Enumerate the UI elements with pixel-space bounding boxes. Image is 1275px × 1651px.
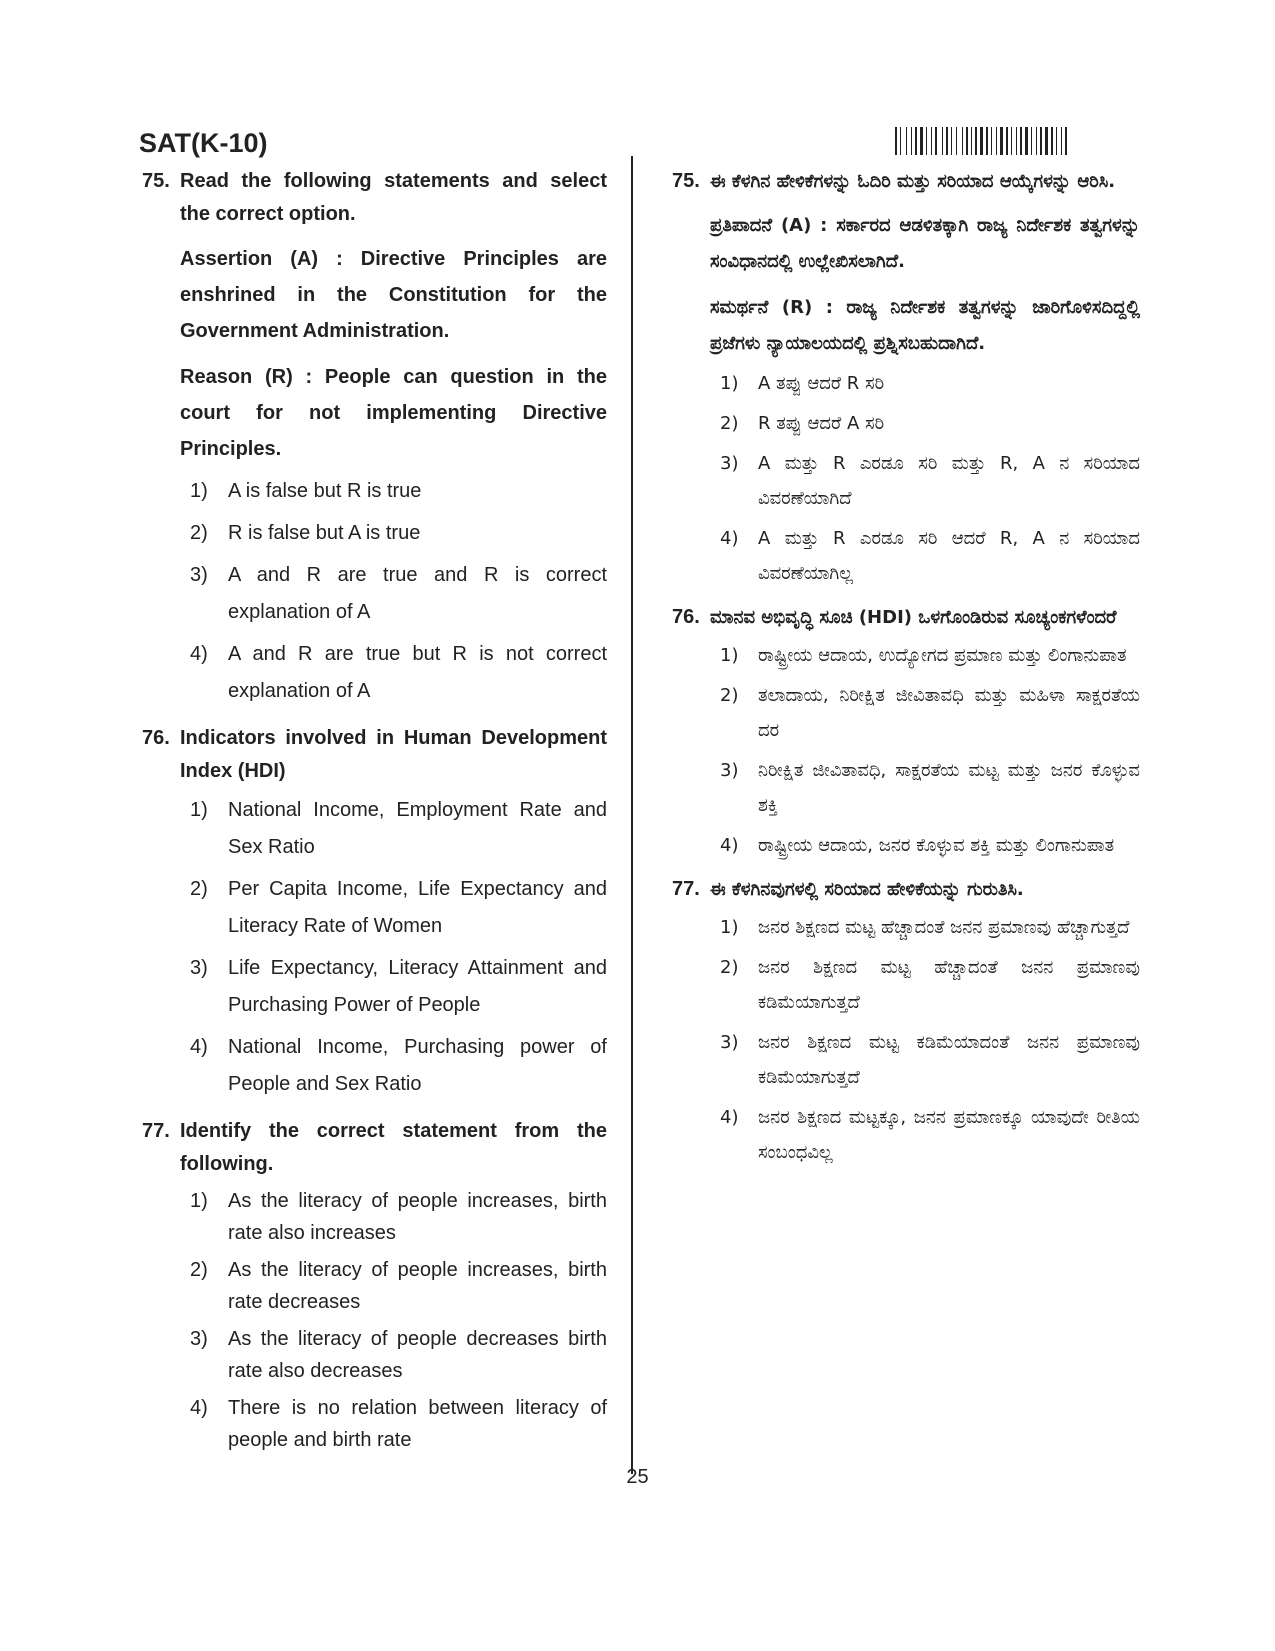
option-1[interactable]: 1) As the literacy of people increases, birth rate also increases <box>190 1190 607 1244</box>
barcode-bar <box>920 127 923 155</box>
barcode-bar <box>944 127 945 155</box>
option-4[interactable]: 4) ರಾಷ್ಟ್ರೀಯ ಆದಾಯ, ಜನರ ಕೊಳ್ಳುವ ಶಕ್ತಿ ಮತ್ತು ಲಿಂಗಾನುಪಾತ <box>720 835 1115 856</box>
question-75-en <box>142 165 607 467</box>
question-76-kn <box>672 601 1140 634</box>
barcode-bar <box>942 127 943 155</box>
question-stem: ಮಾನವ ಅಭಿವೃದ್ಧಿ ಸೂಚಿ (HDI) ಒಳಗೊಂಡಿರುವ ಸೂಚ್ಯಂಕಗಳೆಂದರೆ <box>710 607 1117 628</box>
barcode-bar <box>908 127 910 155</box>
kannada-column <box>672 165 1140 1175</box>
question-stem: ಈ ಕೆಳಗಿನ ಹೇಳಿಕೆಗಳನ್ನು ಓದಿರಿ ಮತ್ತು ಸರಿಯಾದ ಆಯ್ಕೆಗಳನ್ನು ಆರಿಸಿ. <box>710 171 1116 192</box>
barcode-bar <box>1031 127 1032 155</box>
barcode-bar <box>895 127 897 155</box>
barcode-bar <box>906 127 907 155</box>
barcode-bar <box>915 127 917 155</box>
question-number: 76. <box>672 606 700 628</box>
question-stem: Identify the correct statement from the following. <box>180 1120 607 1175</box>
option-3[interactable]: 3) As the literacy of people decreases birth rate also decreases <box>190 1328 607 1382</box>
option-4[interactable]: 4) ಜನರ ಶಿಕ್ಷಣದ ಮಟ್ಟಕ್ಕೂ, ಜನನ ಪ್ರಮಾಣಕ್ಕೂ ಯಾವುದೇ ರೀತಿಯ ಸಂಬಂಧವಿಲ್ಲ <box>720 1107 1140 1163</box>
barcode-bar <box>1025 127 1028 155</box>
assertion: ಪ್ರತಿಪಾದನೆ (A) : ಸರ್ಕಾರದ ಆಡಳಿತಕ್ಕಾಗಿ ರಾಜ್ಯ ನಿರ್ದೇಶಕ ತತ್ವಗಳನ್ನು ಸಂವಿಧಾನದಲ್ಲಿ ಉಲ್ಲೇಖಿಸಲಾಗಿದೆ. <box>710 215 1140 272</box>
barcode-bar <box>951 127 952 155</box>
barcode-bar <box>1009 127 1010 155</box>
question-number: 76. <box>142 727 170 749</box>
option-1[interactable]: 1) ರಾಷ್ಟ್ರೀಯ ಆದಾಯ, ಉದ್ಯೋಗದ ಪ್ರಮಾಣ ಮತ್ತು ಲಿಂಗಾನುಪಾತ <box>720 645 1127 666</box>
barcode-bar <box>1023 127 1024 155</box>
barcode-bar <box>986 127 988 155</box>
option-4[interactable]: 4) A ಮತ್ತು R ಎರಡೂ ಸರಿ ಆದರೆ R, A ನ ಸರಿಯಾದ ವಿವರಣೆಯಾಗಿಲ್ಲ <box>720 528 1140 584</box>
option-2[interactable]: 2) ತಲಾದಾಯ, ನಿರೀಕ್ಷಿತ ಜೀವಿತಾವಧಿ ಮತ್ತು ಮಹಿಳಾ ಸಾಕ್ಷರತೆಯ ದರ <box>720 685 1140 741</box>
barcode-bar <box>991 127 992 155</box>
barcode-bar <box>971 127 972 155</box>
options-76-en <box>142 792 607 1103</box>
barcode-bar <box>1040 127 1042 155</box>
barcode-bar <box>980 127 983 155</box>
barcode-bar <box>1013 127 1015 155</box>
barcode-bar <box>1018 127 1019 155</box>
barcode-bar <box>978 127 979 155</box>
barcode-bar <box>996 127 997 155</box>
barcode-bar <box>956 127 957 155</box>
barcode <box>895 127 1131 155</box>
question-75-kn <box>672 165 1140 362</box>
barcode-bar <box>1063 127 1064 155</box>
barcode-bar <box>1000 127 1003 155</box>
barcode-bar <box>993 127 995 155</box>
option-4[interactable]: 4) National Income, Purchasing power of People and Sex Ratio <box>190 1036 607 1095</box>
barcode-bar <box>1038 127 1039 155</box>
question-stem: Read the following statements and select the correct option. <box>180 170 607 225</box>
question-77-kn <box>672 873 1140 906</box>
barcode-bar <box>953 127 955 155</box>
barcode-bar <box>975 127 977 155</box>
option-1[interactable]: 1) National Income, Employment Rate and Sex Ratio <box>190 799 607 858</box>
option-2[interactable]: 2) R ತಪ್ಪು ಆದರೆ A ಸರಿ <box>720 413 885 434</box>
option-1[interactable]: 1) A ತಪ್ಪು ಆದರೆ R ಸರಿ <box>720 373 885 394</box>
barcode-bar <box>938 127 941 155</box>
barcode-bar <box>913 127 914 155</box>
option-2[interactable]: 2) R is false but A is true <box>190 522 421 544</box>
option-3[interactable]: 3) A and R are true and R is correct explanation of A <box>190 564 607 623</box>
barcode-bar <box>946 127 948 155</box>
barcode-bar <box>1020 127 1022 155</box>
barcode-bar <box>898 127 899 155</box>
question-number: 75. <box>672 170 700 192</box>
assertion: Assertion (A) : Directive Principles are enshrined in the Constitution for the Government Administration. <box>180 248 607 342</box>
barcode-bar <box>1065 127 1067 155</box>
barcode-bar <box>966 127 968 155</box>
barcode-bar <box>1058 127 1060 155</box>
booklet-code: SAT(K-10) <box>139 128 268 158</box>
barcode-bar <box>969 127 970 155</box>
page-number: 25 <box>626 1466 649 1488</box>
barcode-bar <box>911 127 912 155</box>
option-4[interactable]: 4) A and R are true but R is not correct explanation of A <box>190 643 607 702</box>
options-77-kn <box>672 910 1140 1170</box>
question-number: 75. <box>142 170 170 192</box>
english-column <box>142 165 607 1461</box>
barcode-bar <box>1043 127 1044 155</box>
barcode-bar <box>973 127 974 155</box>
option-2[interactable]: 2) ಜನರ ಶಿಕ್ಷಣದ ಮಟ್ಟ ಹೆಚ್ಚಾದಂತೆ ಜನನ ಪ್ರಮಾಣವು ಕಡಿಮೆಯಾಗುತ್ತದೆ <box>720 957 1140 1013</box>
options-75-kn <box>672 366 1140 591</box>
question-number: 77. <box>672 878 700 900</box>
option-1[interactable]: 1) A is false but R is true <box>190 480 422 502</box>
option-2[interactable]: 2) As the literacy of people increases, birth rate decreases <box>190 1259 607 1313</box>
barcode-bar <box>1049 127 1050 155</box>
option-4[interactable]: 4) There is no relation between literacy of people and birth rate <box>190 1397 607 1451</box>
barcode-bar <box>1056 127 1057 155</box>
barcode-bar <box>935 127 937 155</box>
barcode-bar <box>1061 127 1062 155</box>
barcode-bar <box>989 127 990 155</box>
barcode-bar <box>984 127 985 155</box>
option-3[interactable]: 3) ನಿರೀಕ್ಷಿತ ಜೀವಿತಾವಧಿ, ಸಾಕ್ಷರತೆಯ ಮಟ್ಟ ಮತ್ತು ಜನರ ಕೊಳ್ಳುವ ಶಕ್ತಿ <box>720 760 1140 816</box>
barcode-bar <box>964 127 965 155</box>
reason: Reason (R) : People can question in the court for not implementing Directive Principles. <box>180 366 607 460</box>
options-77-en <box>142 1185 607 1456</box>
question-stem: ಈ ಕೆಳಗಿನವುಗಳಲ್ಲಿ ಸರಿಯಾದ ಹೇಳಿಕೆಯನ್ನು ಗುರುತಿಸಿ. <box>710 879 1024 900</box>
barcode-bar <box>924 127 925 155</box>
barcode-bar <box>931 127 932 155</box>
question-stem: Indicators involved in Human Development Index (HDI) <box>180 727 607 782</box>
barcode-bar <box>900 127 901 155</box>
barcode-bar <box>1054 127 1055 155</box>
options-76-kn <box>672 638 1140 863</box>
option-3[interactable]: 3) Life Expectancy, Literacy Attainment and Purchasing Power of People <box>190 957 607 1016</box>
barcode-bar <box>1051 127 1053 155</box>
barcode-bar <box>1036 127 1037 155</box>
column-divider <box>631 156 633 1474</box>
barcode-bar <box>1029 127 1030 155</box>
option-3[interactable]: 3) ಜನರ ಶಿಕ್ಷಣದ ಮಟ್ಟ ಕಡಿಮೆಯಾದಂತೆ ಜನನ ಪ್ರಮಾಣವು ಕಡಿಮೆಯಾಗುತ್ತದೆ <box>720 1032 1140 1088</box>
option-1[interactable]: 1) ಜನರ ಶಿಕ್ಷಣದ ಮಟ್ಟ ಹೆಚ್ಚಾದಂತೆ ಜನನ ಪ್ರಮಾಣವು ಹೆಚ್ಚಾಗುತ್ತದೆ <box>720 917 1130 938</box>
barcode-bar <box>949 127 950 155</box>
barcode-bar <box>1016 127 1017 155</box>
question-76-en <box>142 722 607 788</box>
barcode-bar <box>958 127 961 155</box>
barcode-bar <box>1011 127 1012 155</box>
barcode-bar <box>928 127 930 155</box>
option-3[interactable]: 3) A ಮತ್ತು R ಎರಡೂ ಸರಿ ಮತ್ತು R, A ನ ಸರಿಯಾದ ವಿವರಣೆಯಾಗಿದೆ <box>720 453 1140 509</box>
barcode-bar <box>1033 127 1035 155</box>
options-75-en <box>142 473 607 710</box>
barcode-bar <box>902 127 905 155</box>
barcode-bar <box>962 127 963 155</box>
barcode-bar <box>926 127 927 155</box>
barcode-bar <box>1045 127 1048 155</box>
barcode-bar <box>1004 127 1005 155</box>
barcode-bar <box>1006 127 1008 155</box>
barcode-bar <box>933 127 934 155</box>
question-77-en <box>142 1115 607 1181</box>
reason: ಸಮರ್ಥನೆ (R) : ರಾಜ್ಯ ನಿರ್ದೇಶಕ ತತ್ವಗಳನ್ನು ಜಾರಿಗೊಳಿಸದಿದ್ದಲ್ಲಿ ಪ್ರಜೆಗಳು ನ್ಯಾಯಾಲಯದಲ್ಲಿ ಪ್ರಶ್ನಿಸಬಹುದಾಗಿದೆ. <box>710 297 1140 354</box>
question-number: 77. <box>142 1120 170 1142</box>
option-2[interactable]: 2) Per Capita Income, Life Expectancy and Literacy Rate of Women <box>190 878 607 937</box>
barcode-bar <box>998 127 999 155</box>
barcode-bar <box>1068 127 1069 155</box>
barcode-bar <box>918 127 919 155</box>
